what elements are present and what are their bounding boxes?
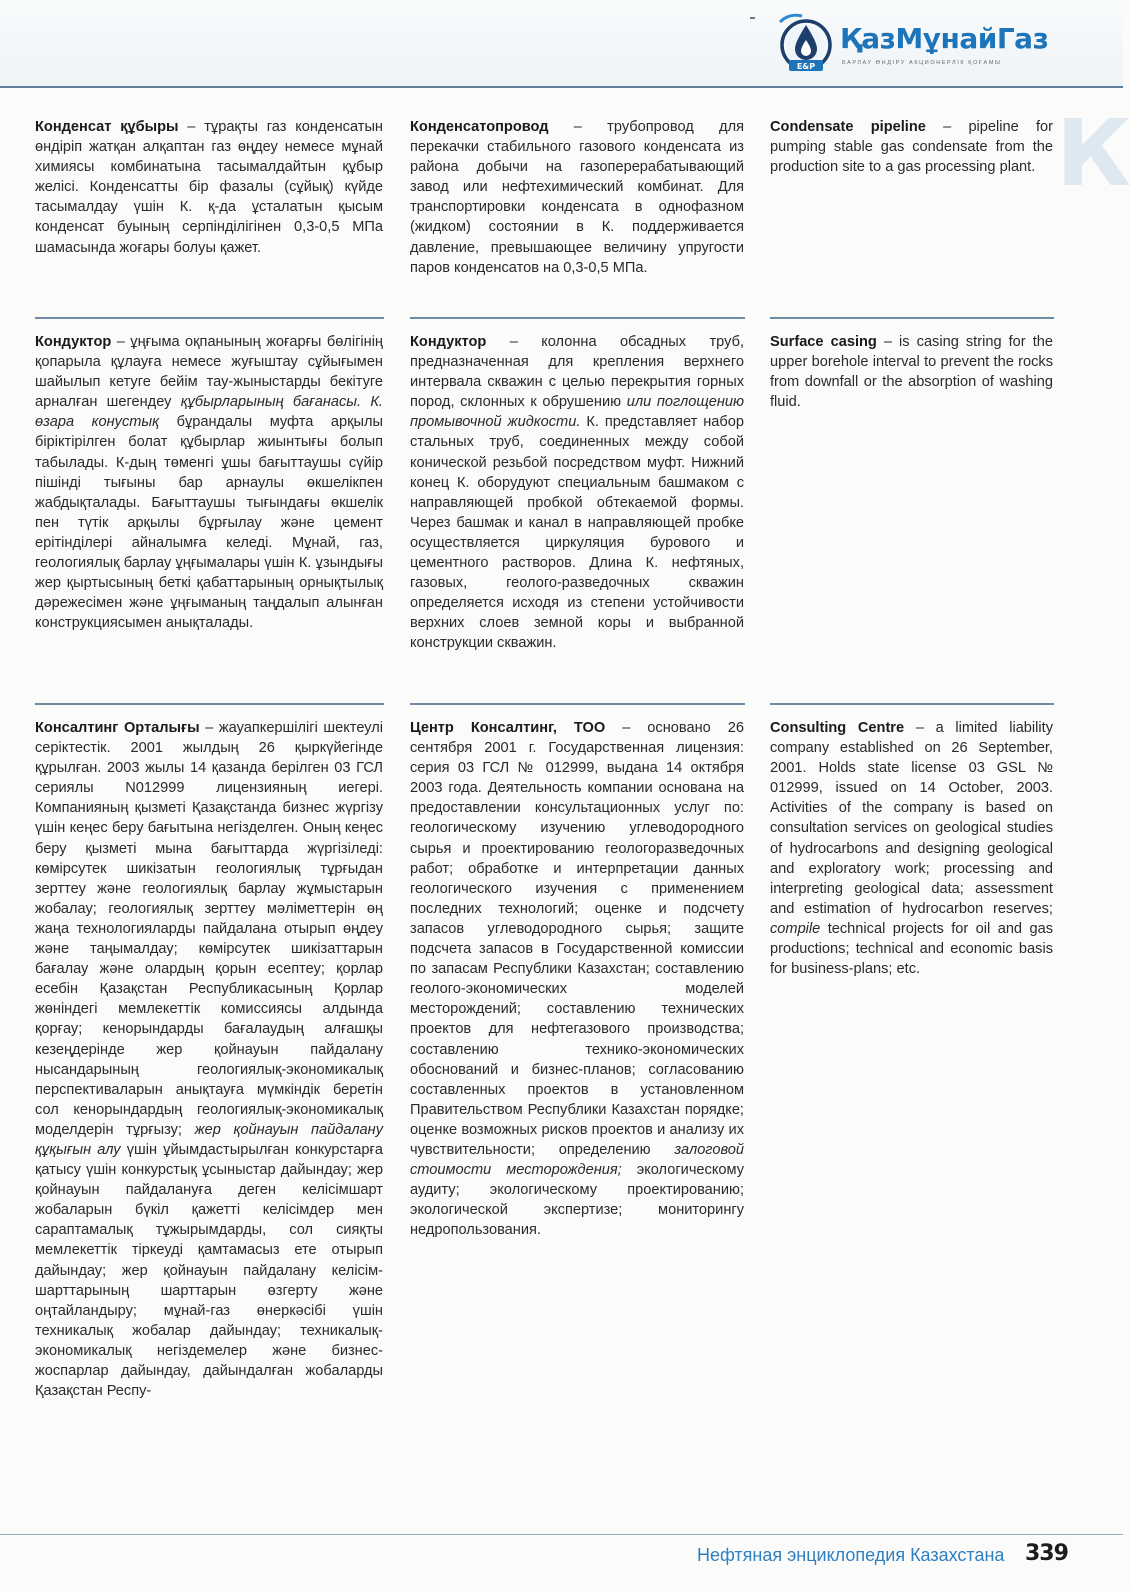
section-letter-tab xyxy=(1056,100,1131,207)
logo-emblem-icon xyxy=(778,14,836,74)
entry-2-kazakh-definition: – ұңғыма оқпанының жоғарғы бөлігінің қопарыла құлауға немесе жуғыштау сұйығымен шайылып кетуге бейім тау-жыныстарды бекітуге арналған шегендеу xyxy=(35,334,383,411)
scan-mark xyxy=(750,17,755,19)
logo-subtitle: БАРЛАУ ӨНДІРУ АКЦИОНЕРЛІК ҚОҒАМЫ xyxy=(842,60,1002,66)
entry-2-russian-definition-cont: К. представляет набор стальных труб, соединенных между собой конической резьбой посредством муфт. Нижний конец К. оборудуют специальным башмаком с направляющей пробкой обтекаемой формы. Через башмак и канал в направляющей пробке осуществляется циркуляция бурового и цементного растворов. Длина К. нефтяных, газовых, геолого-разведочных скважин определяется исходя из степени устойчивости верхних слоев земной коры и выбранной конструкции скважин. xyxy=(410,414,744,652)
entry-3-english-term: Consulting Centre xyxy=(770,720,905,736)
entry-3-russian-italic: залоговой стоимости месторождения; xyxy=(410,1141,744,1179)
entry-2-english-definition: – is casing string for the upper borehole interval to prevent the rocks from downfall or the absorption of washing fluid. xyxy=(770,334,1053,411)
entry-2-russian xyxy=(410,332,744,654)
entry-2-kazakh-italic: құбырларының бағанасы. К. өзара конустық xyxy=(35,394,383,431)
divider-2-english xyxy=(770,703,1054,705)
entry-3-english xyxy=(770,718,1053,979)
entry-3-kazakh-term: Консалтинг Орталығы xyxy=(35,720,200,736)
divider-1-russian xyxy=(410,317,745,319)
logo-wordmark: ҚазМұнайГаз xyxy=(840,22,1049,55)
entry-3-kazakh-italic: жер қойнауын пайдалану құқығын алу xyxy=(35,1121,383,1158)
divider-1-kazakh xyxy=(35,317,384,319)
page-number: 339 xyxy=(1025,1541,1068,1566)
entry-1-kazakh-definition: – тұрақты газ конденсатын өндіріп жатқан алқаптан газ өңдеу немесе мұнай химиясы комбинатына тасымалдайтын құбыр желісі. Конденсатты бір фазалы (сұйық) күйде тасымалдау үшін К. қ-да ұсталатын қысым конденсат буының серпінділігінен 0,3-0,5 МПа шамасында жоғары болуы қажет. xyxy=(35,119,383,256)
entry-2-russian-italic: или поглощению промывочной жидкости. xyxy=(410,394,745,431)
entry-3-english-definition-cont: technical projects for oil and gas productions; technical and economic basis for business-plans; etc. xyxy=(770,920,1053,978)
entry-1-english-definition: – pipeline for pumping stable gas condensate from the production site to a gas processing plant. xyxy=(770,119,1054,176)
entry-3-kazakh-definition-cont: үшін ұйымдастырылған конкурстарға қатысу үшін конкурстық ұсыныстар дайындау; жер қойнауын пайдалануға деген келісімшарт жобаларын бүкіл қажетті келісімдер мен сараптамалық тұжырымдарды, сол сияқты мемлекеттік тіркеуді қамтамасыз ете отырып дайындау; жер қойнауын пайдалану келісім-шарттарының шарттарын өзгерту және оңтайландыру; мұнай-газ өнеркәсібі үшін техникалық жобалар дайындау; техникалық-экономикалық негіздемелер және бизнес-жоспарлар дайындау, дайындалған жобаларды Қазақстан Респу- xyxy=(35,1141,383,1400)
entry-2-russian-definition: – колонна обсадных труб, предназначенная для крепления верхнего интервала скважин с целью перекрытия горных пород, склонных к обрушению xyxy=(410,334,744,411)
entry-2-english-term: Surface casing xyxy=(770,334,877,350)
entry-1-kazakh-term: Конденсат құбыры xyxy=(35,119,179,135)
entry-3-russian-term: Центр Консалтинг, ТОО xyxy=(410,720,606,736)
entry-3-kazakh xyxy=(35,718,383,1401)
divider-2-kazakh xyxy=(35,703,384,705)
footer-divider xyxy=(0,1534,1123,1535)
entry-3-kazakh-definition: – жауапкершілігі шектеулі серіктестік. 2001 жылдың 26 қыркүйегінде құрылған. 2003 жылы 14 қазанда берілген 03 ГСЛ сериялы N012999 лицензияның иегері. Компанияның қызметі Қазақстанда бизнес жүргізу үшін кеңес беру бағытына негізделген. Оның кеңес беру қызметі мына бағыттарда жүргізіледі: көмірсутек шикізатын геологиялық тұрғыдан зерттеу және геологиялық барлау жұмыстарын жобалау; геологиялық зерттеу мәліметтерін өң жаңа технологияларды пайдалана отырып өңдеу және таңымалдау; көмірсутек шикізаттарын бағалау және олардың қорын есептеу; қорлар есебін Қазақстан Республикасының Қорлар жөніндегі мемлекеттік комиссиясы алдында қорғау; кенорындарды бағалаудың алғашқы кезеңдерінде жер қойнауын пайдалану нысандарының геологиялық-экономикалық перспективаларын анықтауға мүмкіндік беретін сол кенорындардың геологиялық-экономикалық моделдерін тұрғызу; xyxy=(35,720,384,1138)
entry-2-kazakh-term: Кондуктор xyxy=(35,334,112,350)
section-letter: К xyxy=(1056,100,1131,207)
entry-2-kazakh xyxy=(35,332,383,633)
entry-3-english-definition: – a limited liability company established on 26 September, 2001. Holds state license 03 GSL № 012999, issued on 14 October, 2003. Activities of the company is based on consultation services on geological studies of hydrocarbons and designing geological and exploratory work; processing and interpreting geological data; assessment and estimation of hydrocarbon reserves; xyxy=(770,720,1054,917)
entry-3-english-italic: compile xyxy=(770,920,821,937)
divider-1-english xyxy=(770,317,1054,319)
entry-1-russian-definition: – трубопровод для перекачки стабильного газового конденсата из района добычи на газоперерабатывающий завод или нефтехимический комбинат. Для транспортировки конденсата в однофазном (жидком) состоянии в К. поддерживается давление, превышающее величину упругости паров конденсатов на 0,3-0,5 МПа. xyxy=(410,119,744,276)
header-divider xyxy=(0,86,1123,88)
entry-1-kazakh xyxy=(35,117,383,258)
entry-3-russian xyxy=(410,718,744,1240)
divider-2-russian xyxy=(410,703,745,705)
logo-badge: E&P xyxy=(796,62,816,71)
entry-2-kazakh-definition-cont: бұрандалы муфта арқылы біріктірілген болат құбырлар жиынтығы болып табылады. К-дың төменгі ұшы бағыттаушы сүйір пішінді тығыны бар арнаулы өкшелікпен жабдықталады. Бағыттаушы тығындағы өкшелік пен түтік арқылы бұрғылау және цемент ерітінділері айналымға келеді. Мұнай, газ, геологиялық барлау ұңғымалары үшін К. ұзындығы жер қыртысының беткі қабаттарының орнықтылық дәрежесімен және ұңғыманың таңдалып алынған конструкциясымен анықталады. xyxy=(35,414,384,632)
entry-1-english-term: Condensate pipeline xyxy=(770,119,926,135)
entry-2-russian-term: Кондуктор xyxy=(410,334,487,350)
entry-1-english xyxy=(770,117,1053,177)
entry-3-russian-definition: – основано 26 сентября 2001 г. Государственная лицензия: серия 03 ГСЛ № 012999, выдана 14 октября 2003 года. Деятельность компании основана на предоставлении консультационных услуг по: геологическому изучению углеводородного сырья и проектированию геологоразведочных работ; обработке и интерпретации данных геологического изучения с применением последних технологий; оценке и подсчету запасов углеводородного сырья; защите подсчета запасов в Государственной комиссии по запасам Республики Казахстан; составлению геолого-экономических моделей месторождений; составлению технических проектов для нефтегазового производства; составлению технико-экономических обоснований и бизнес-планов; согласованию составленных проектов в установленном Правительством Республики Казахстан порядке; оценке возможных рисков проектов и анализу их чувствительности; определению xyxy=(410,720,745,1158)
entry-3-russian-definition-cont: экологическому аудиту; экологическому проектированию; экологической экспертизе; мониторингу недропользования. xyxy=(410,1162,744,1239)
footer-book-title: Нефтяная энциклопедия Казахстана xyxy=(697,1545,1005,1565)
entry-2-english xyxy=(770,332,1053,412)
company-logo xyxy=(778,14,1060,74)
entry-1-russian-term: Конденсатопровод xyxy=(410,119,549,135)
entry-1-russian xyxy=(410,117,744,278)
